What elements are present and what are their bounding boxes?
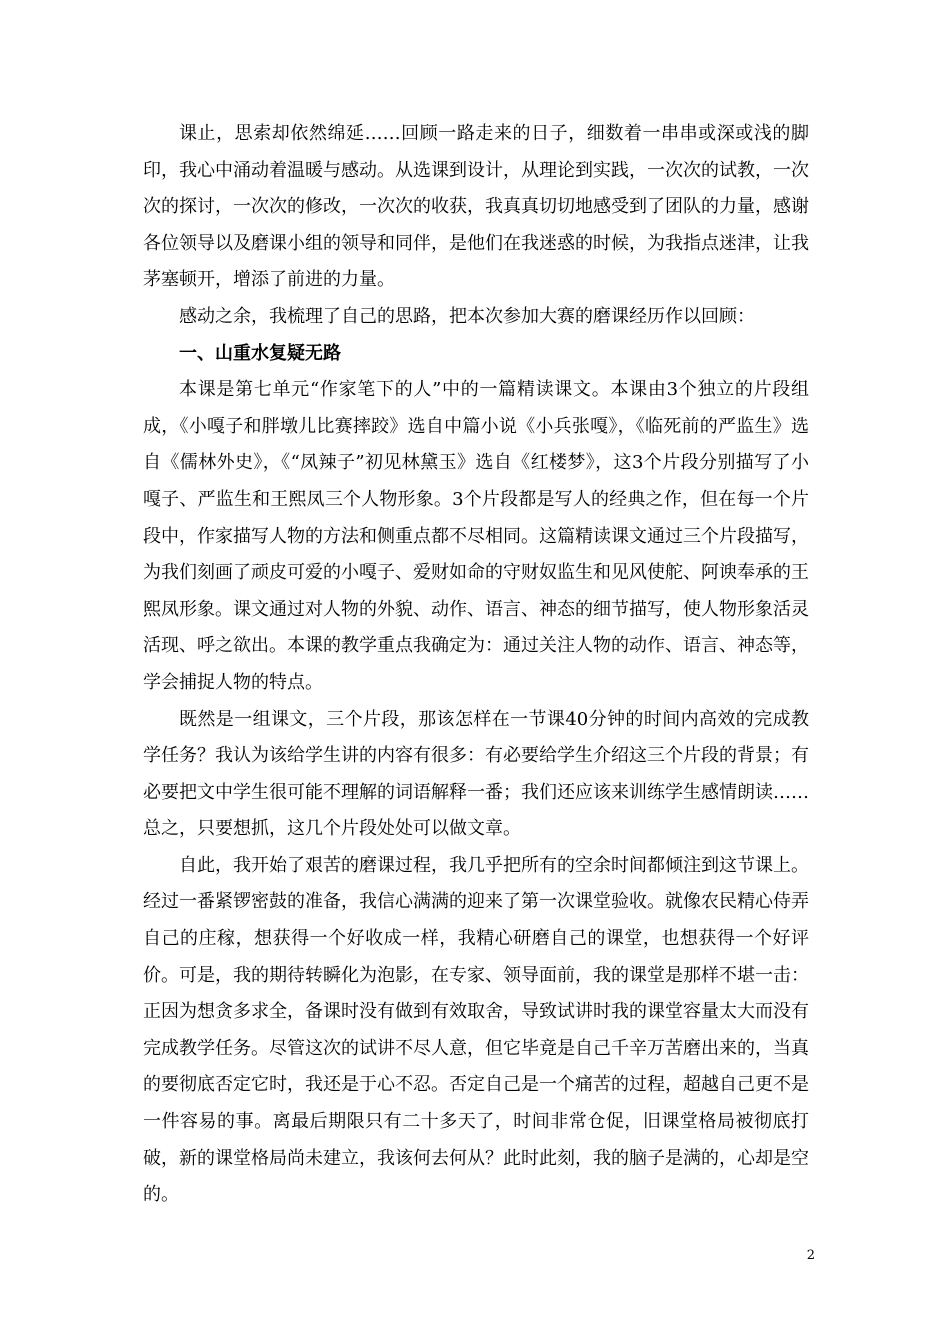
page-number: 2 — [806, 1248, 815, 1263]
section-heading: 一、山重水复疑无路 — [179, 342, 341, 364]
paragraph-reflection: 课止，思索却依然绵延……回顾一路走来的日子，细数着一串串或深或浅的脚印，我心中涌动着温暖与感动。从选课到设计，从理论到实践，一次次的试教，一次次的探讨，一次次的修改，一次次的收获，我真真切切地感受到了团队的力量，感谢各位领导以及磨课小组的领导和同伴，是他们在我迷惑的时候，为我指点迷津，让我茅塞顿开，增添了前进的力量。 — [143, 123, 809, 291]
paragraph-teaching-question: 既然是一组课文，三个片段，那该怎样在一节课40分钟的时间内高效的完成教学任务？我认为该给学生讲的内容有很多：有必要给学生介绍这三个片段的背景；有必要把文中学生很可能不理解的词语解释一番；我们还应该来训练学生感情朗读……总之，只要想抓，这几个片段处处可以做文章。 — [143, 708, 809, 840]
document-body — [143, 116, 809, 1214]
paragraph-lesson-overview: 本课是第七单元“作家笔下的人”中的一篇精读课文。本课由3个独立的片段组成，《小嘎子和胖墩儿比赛摔跤》选自中篇小说《小兵张嘎》，《临死前的严监生》选自《儒林外史》，《“凤辣子”初见林黛玉》选自《红楼梦》，这3个片段分别描写了小嘎子、严监生和王熙凤三个人物形象。3个片段都是写人的经典之作，但在每一个片段中，作家描写人物的方法和侧重点都不尽相同。这篇精读课文通过三个片段描写，为我们刻画了顽皮可爱的小嘎子、爱财如命的守财奴监生和见风使舵、阿谀奉承的王熙凤形象。课文通过对人物的外貌、动作、语言、神态的细节描写，使人物形象活灵活现、呼之欲出。本课的教学重点我确定为：通过关注人物的动作、语言、神态等，学会捕捉人物的特点。 — [143, 379, 809, 693]
paragraph-intro: 感动之余，我梳理了自己的思路，把本次参加大赛的磨课经历作以回顾： — [179, 305, 755, 327]
paragraph-first-trial: 自此，我开始了艰苦的磨课过程，我几乎把所有的空余时间都倾注到这节课上。经过一番紧锣密鼓的准备，我信心满满的迎来了第一次课堂验收。就像农民精心侍弄自己的庄稼，想获得一个好收成一样，我精心研磨自己的课堂，也想获得一个好评价。可是，我的期待转瞬化为泡影，在专家、领导面前，我的课堂是那样不堪一击：正因为想贪多求全，备课时没有做到有效取舍，导致试讲时我的课堂容量太大而没有完成教学任务。尽管这次的试讲不尽人意，但它毕竟是自己千辛万苦磨出来的，当真的要彻底否定它时，我还是于心不忍。否定自己是一个痛苦的过程，超越自己更不是一件容易的事。离最后期限只有二十多天了，时间非常仓促，旧课堂格局被彻底打破，新的课堂格局尚未建立，我该何去何从？此时此刻，我的脑子是满的，心却是空的。 — [143, 854, 809, 1206]
